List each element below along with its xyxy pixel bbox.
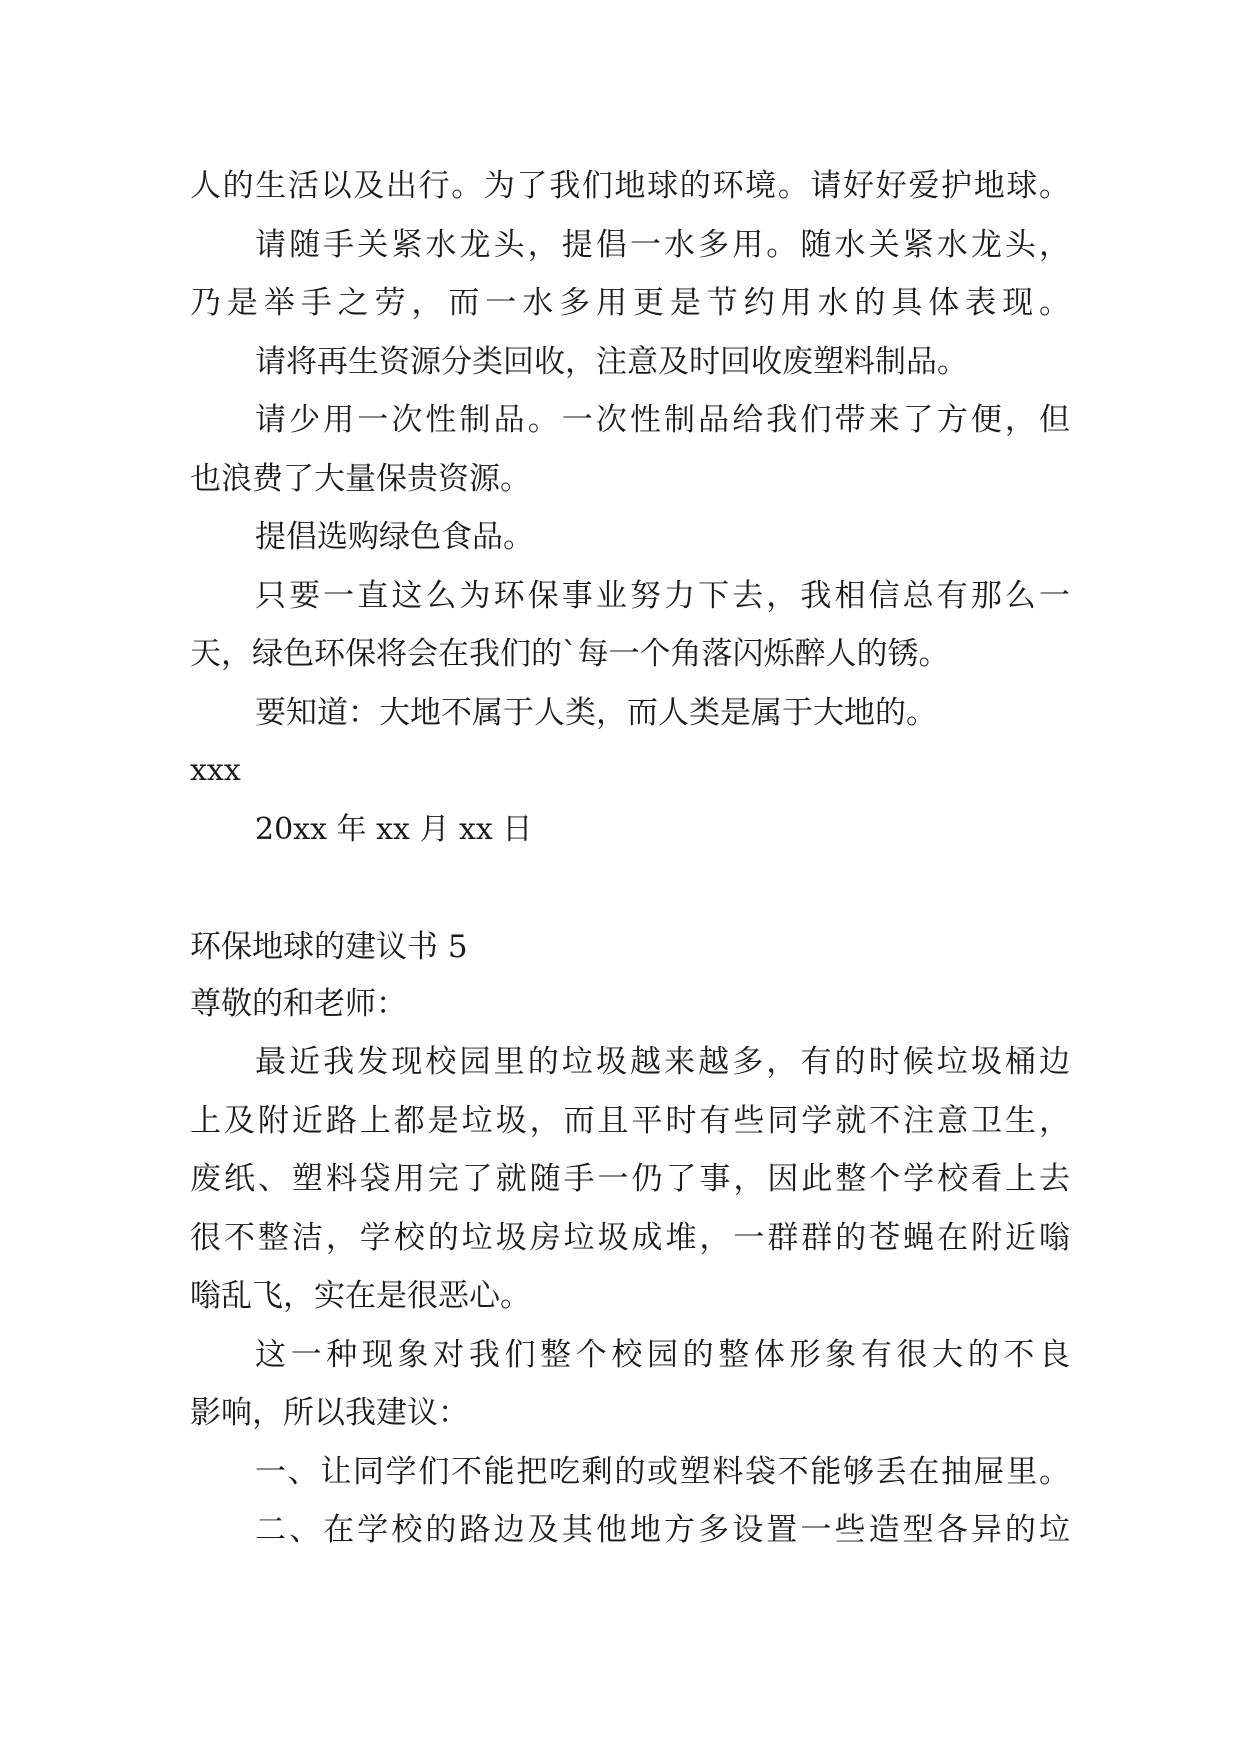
text-line: 请将再生资源分类回收，注意及时回收废塑料制品。 <box>255 344 968 380</box>
text-line: 上及附近路上都是垃圾，而且平时有些同学就不注意卫生， <box>190 1103 1070 1139</box>
text-line: 最近我发现校园里的垃圾越来越多，有的时候垃圾桶边 <box>255 1044 1070 1080</box>
text-line: 只要一直这么为环保事业努力下去，我相信总有那么一 <box>255 578 1070 614</box>
text-line: 废纸、塑料袋用完了就随手一仍了事，因此整个学校看上去 <box>190 1161 1070 1197</box>
section-title: 环保地球的建议书 5 <box>190 929 468 965</box>
text-line: 天，绿色环保将会在我们的`每一个角落闪烁醉人的锈。 <box>190 636 950 672</box>
text-line: 影响，所以我建议： <box>190 1395 469 1431</box>
text-line: 也浪费了大量保贵资源。 <box>190 461 531 497</box>
text-line: 很不整洁，学校的垃圾房垃圾成堆，一群群的苍蝇在附近嗡 <box>190 1220 1070 1256</box>
text-line: 请随手关紧水龙头，提倡一水多用。随水关紧水龙头， <box>255 227 1070 263</box>
signature-name: xxx <box>190 753 241 788</box>
text-line: 要知道：大地不属于人类，而人类是属于大地的。 <box>255 695 937 731</box>
text-line: 提倡选购绿色食品。 <box>255 519 534 555</box>
text-line: 请少用一次性制品。一次性制品给我们带来了方便，但 <box>255 402 1070 438</box>
text-line: 人的生活以及出行。为了我们地球的环境。请好好爱护地球。 <box>190 168 1070 204</box>
list-item: 一、让同学们不能把吃剩的或塑料袋不能够丢在抽屉里。 <box>255 1454 1070 1490</box>
text-line: 嗡乱飞，实在是很恶心。 <box>190 1278 531 1314</box>
list-item: 二、在学校的路边及其他地方多设置一些造型各异的垃 <box>255 1512 1070 1548</box>
signature-date: 20xx 年 xx 月 xx 日 <box>255 812 533 847</box>
salutation: 尊敬的和老师： <box>190 986 407 1022</box>
text-line: 乃是举手之劳，而一水多用更是节约用水的具体表现。 <box>190 285 1070 321</box>
text-line: 这一种现象对我们整个校园的整体形象有很大的不良 <box>255 1337 1070 1373</box>
